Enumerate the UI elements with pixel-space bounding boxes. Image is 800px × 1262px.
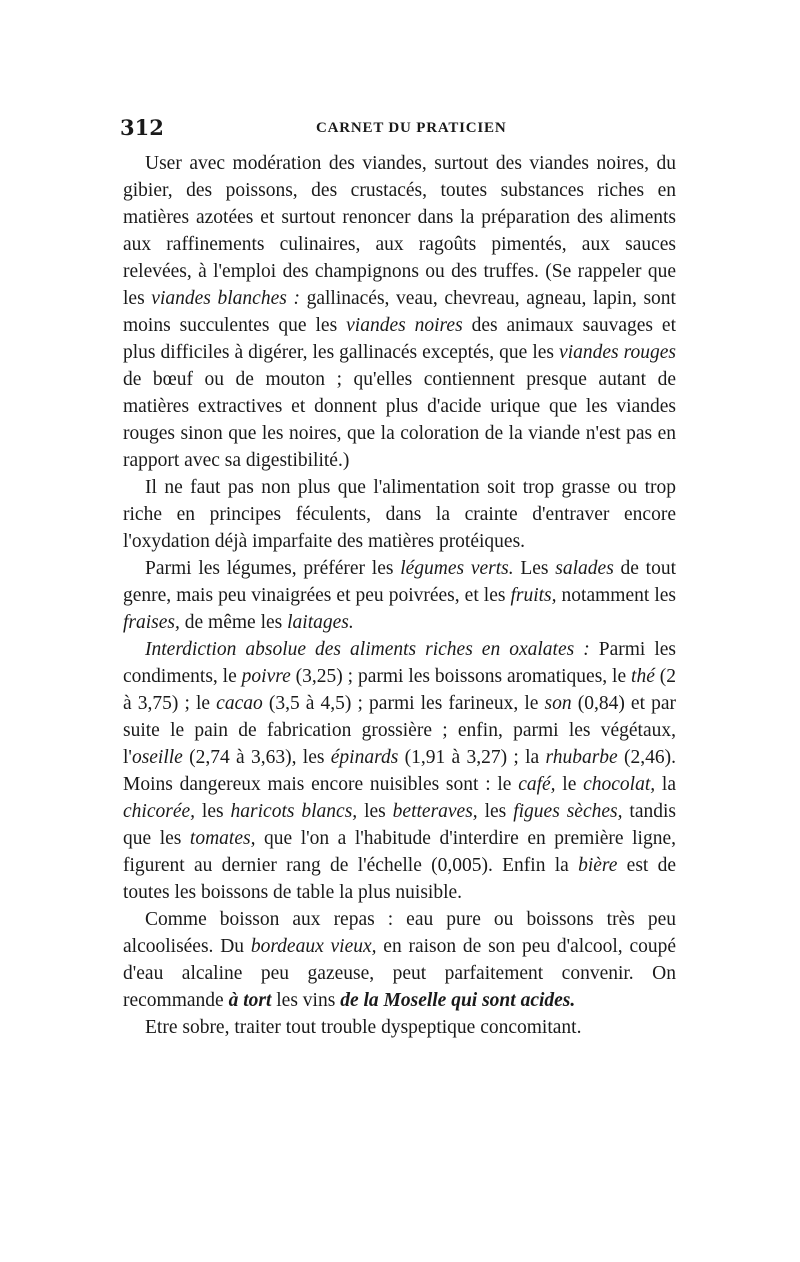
emphasized-text: bordeaux vieux, <box>250 936 377 957</box>
emphasized-text: poivre <box>241 666 291 687</box>
emphasized-text: son <box>544 693 572 714</box>
running-head: CARNET DU PRATICIEN <box>316 120 507 136</box>
emphasized-text: fraises, <box>123 612 180 633</box>
paragraph <box>123 150 676 474</box>
paragraph <box>123 906 676 1014</box>
text-run: tandis que les <box>123 801 676 849</box>
text-run: Etre sobre, traiter tout trouble dyspeptique concomitant. <box>145 1017 582 1038</box>
text-run: Parmi les légumes, préférer les <box>145 558 401 579</box>
text-run: (3,25) ; parmi les boissons aromatiques, le <box>290 666 632 687</box>
text-run: les <box>357 801 393 822</box>
text-run: le <box>555 774 584 795</box>
text-run: les <box>195 801 231 822</box>
emphasized-text: cacao <box>216 693 263 714</box>
emphasized-text: bière <box>578 855 618 876</box>
text-run: que l'on a l'habitude d'interdire en première ligne, figurent au dernier rang de l'échelle (0,005). Enfin la <box>123 828 676 876</box>
emphasized-text: oseille <box>131 747 183 768</box>
emphasized-text: laitages. <box>287 612 354 633</box>
emphasized-text: figues sèches, <box>513 801 623 822</box>
text-run: des animaux sauvages et plus difficiles à digérer, les gallinacés exceptés, que les <box>123 315 677 363</box>
emphasized-text: à tort <box>228 990 272 1011</box>
text-run: Comme boisson aux repas : eau pure ou boissons très peu alcoolisées. Du <box>123 909 676 957</box>
emphasized-text: betteraves, <box>392 801 478 822</box>
text-run: les <box>477 801 514 822</box>
text-run: (0,84) et par suite le pain de fabrication grossière ; enfin, parmi les végétaux, l' <box>123 693 676 768</box>
text-run: est de toutes les boissons de table la plus nuisible. <box>123 855 677 903</box>
emphasized-text: de la Moselle qui sont acides. <box>340 990 576 1011</box>
emphasized-text: fruits, <box>510 585 557 606</box>
emphasized-text: haricots blancs, <box>230 801 358 822</box>
emphasized-text: thé <box>631 666 655 687</box>
text-run: en raison de son peu d'alcool, coupé d'eau alcaline peu gazeuse, peut parfaitement convenir. On recommande <box>123 936 676 1011</box>
page-number: 312 <box>120 115 164 140</box>
page-header <box>120 115 680 145</box>
text-run: (2 à 3,75) ; le <box>123 666 676 714</box>
text-run: (2,74 à 3,63), les <box>182 747 331 768</box>
emphasized-text: légumes verts. <box>400 558 514 579</box>
text-run: (2,46). Moins dangereux mais encore nuisibles sont : le <box>123 747 676 795</box>
text-run: gallinacés, veau, chevreau, agneau, lapin, sont moins succulentes que les <box>123 288 676 336</box>
emphasized-text: viandes blanches : <box>151 288 300 309</box>
text-run: de même les <box>179 612 288 633</box>
emphasized-text: rhubarbe <box>545 747 618 768</box>
text-run: de bœuf ou de mouton ; qu'elles contiennent presque autant de matières extractives et donnent plus d'acide urique que les viandes rouges sinon que les noires, que la coloration de la viande n'est pas en rapport avec sa digestibilité.) <box>123 369 676 471</box>
body-text <box>123 150 676 1041</box>
text-run: la <box>655 774 676 795</box>
emphasized-text: salades <box>555 558 614 579</box>
text-run: Les <box>513 558 556 579</box>
text-run: notamment les <box>556 585 676 606</box>
paragraph <box>123 1014 676 1041</box>
emphasized-text: viandes rouges <box>559 342 676 363</box>
emphasized-text: viandes noires <box>346 315 463 336</box>
paragraph <box>123 636 676 906</box>
text-run: Parmi les condiments, le <box>123 639 676 687</box>
emphasized-text: tomates, <box>189 828 256 849</box>
paragraph <box>123 474 676 555</box>
emphasized-text: Interdiction absolue des aliments riches en oxalates : <box>145 639 590 660</box>
emphasized-text: épinards <box>330 747 399 768</box>
text-run: les vins <box>271 990 341 1011</box>
emphasized-text: chicorée, <box>123 801 196 822</box>
paragraph <box>123 555 676 636</box>
emphasized-text: chocolat, <box>583 774 656 795</box>
emphasized-text: café, <box>518 774 556 795</box>
text-run: de tout genre, mais peu vinaigrées et peu poivrées, et les <box>123 558 677 606</box>
text-run: User avec modération des viandes, surtout des viandes noires, du gibier, des poissons, des crustacés, toutes substances riches en matières azotées et surtout renoncer dans la préparation des aliments aux raffinements culinaires, aux ragoûts pimentés, aux sauces relevées, à l'emploi des champignons ou des truffes. (Se rappeler que les <box>123 153 676 309</box>
text-run: (3,5 à 4,5) ; parmi les farineux, le <box>262 693 545 714</box>
text-run: Il ne faut pas non plus que l'alimentation soit trop grasse ou trop riche en principes féculents, dans la crainte d'entraver encore l'oxydation déjà imparfaite des matières protéiques. <box>123 477 676 552</box>
text-run: (1,91 à 3,27) ; la <box>398 747 546 768</box>
